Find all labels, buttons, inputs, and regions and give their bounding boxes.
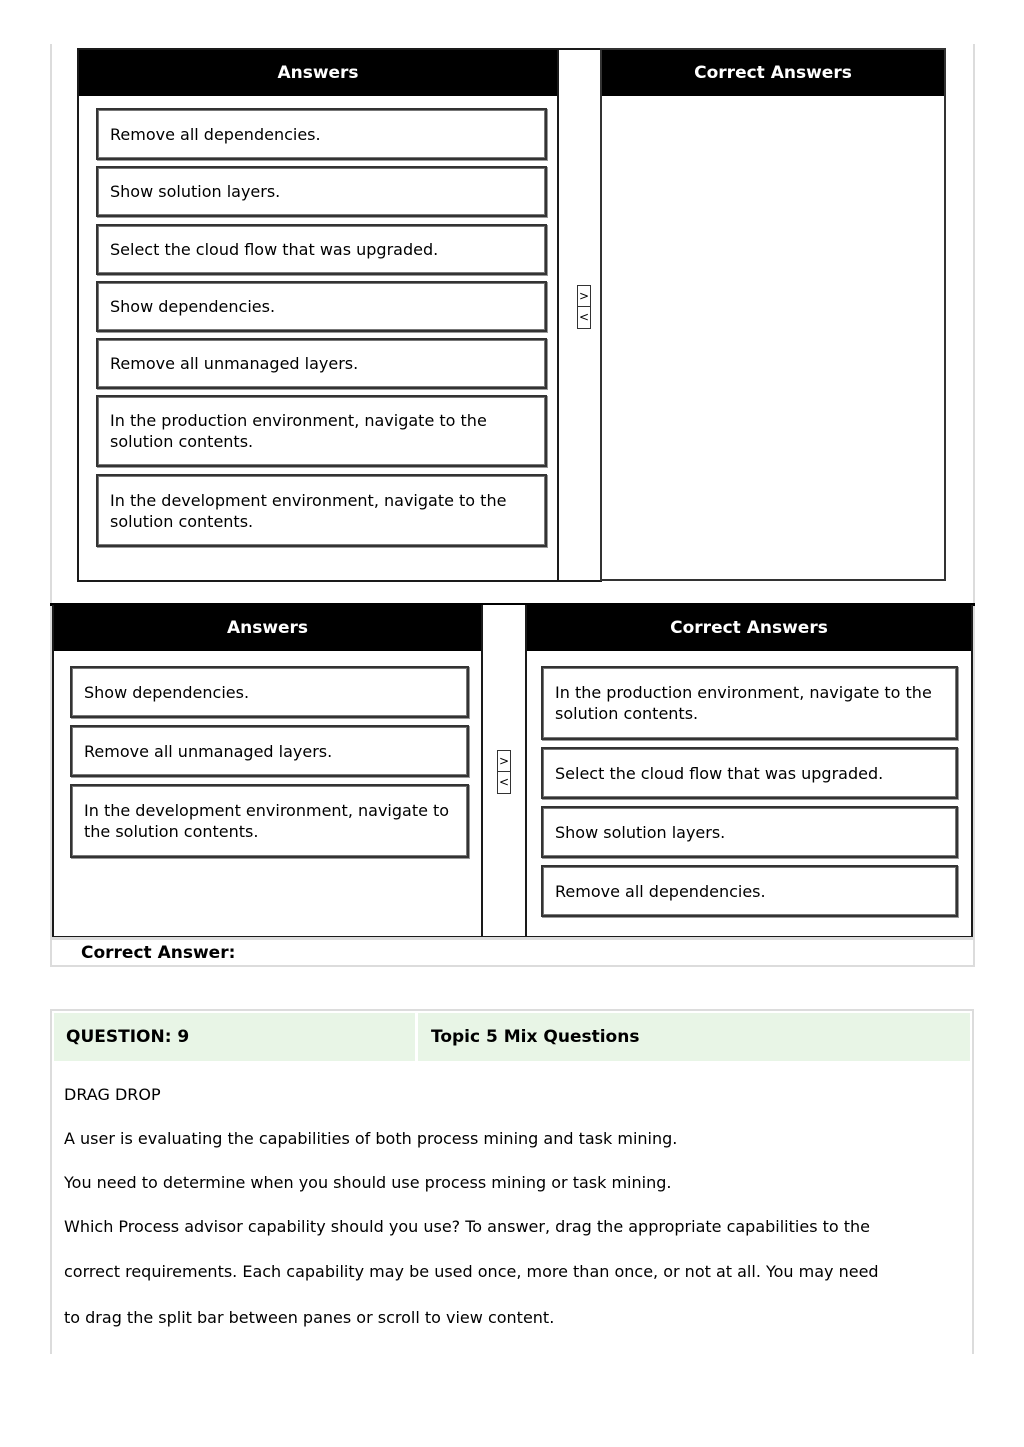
question-line: You need to determine when you should use process mining or task mining. [64,1173,672,1192]
answers-header-1: Answers [79,50,557,96]
move-left-arrow[interactable]: < [578,310,590,324]
correct-answer-item-label: Select the cloud flow that was upgraded. [555,763,884,783]
move-right-arrow[interactable]: > [498,751,510,772]
answer-item[interactable] [96,281,547,332]
answer-item-label: Remove all unmanaged layers. [110,354,359,373]
answer-item-label: Show dependencies. [84,682,250,702]
correct-answer-item[interactable] [541,666,958,740]
correct-answer-item[interactable] [541,865,958,917]
answer-panel-bottom-rule [50,937,975,940]
move-left-arrow[interactable]: < [498,775,510,789]
answer-item[interactable] [96,338,547,389]
correct-answers-header-1: Correct Answers [602,50,944,96]
answer-item[interactable] [70,784,469,858]
answer-item-label: Remove all unmanaged layers. [84,741,333,761]
question-line: to drag the split bar between panes or scroll to view content. [64,1308,555,1327]
question-line: correct requirements. Each capability may be used once, more than once, or not at all. You may need [64,1262,879,1281]
answer-item-label: Select the cloud flow that was upgraded. [110,240,439,259]
question-topic: Topic 5 Mix Questions [418,1013,970,1061]
answer-item-label: In the development environment, navigate to the solution contents. [110,490,507,531]
answer-item-label: Remove all dependencies. [110,124,321,144]
correct-answer-item-label: In the production environment, navigate to the solution contents. [555,683,932,723]
question-number: QUESTION: 9 [54,1013,415,1061]
answer-item[interactable] [96,395,547,467]
correct-answer-label: Correct Answer: [81,943,236,963]
answer-item-label: In the production environment, navigate to the solution contents. [110,411,487,451]
question-type: DRAG DROP [64,1085,161,1104]
correct-answers-pane-1 [600,48,946,581]
question-line: Which Process advisor capability should you use? To answer, drag the appropriate capabilities to the [64,1217,871,1236]
answer-item-label: In the development environment, navigate to the solution contents. [84,801,450,841]
correct-answer-item-label: Remove all dependencies. [555,881,766,901]
answer-item[interactable] [96,166,547,217]
correct-answer-item[interactable] [541,806,958,858]
answer-item[interactable] [96,224,547,275]
answers-header-2: Answers [54,605,481,651]
answer-item[interactable] [70,725,469,777]
move-arrows-2[interactable] [497,750,511,794]
answer-item-label: Show solution layers. [110,182,281,201]
correct-answer-item[interactable] [541,747,958,799]
question-line: A user is evaluating the capabilities of both process mining and task mining. [64,1129,678,1148]
answer-item[interactable] [70,666,469,718]
correct-answers-header-2: Correct Answers [527,605,971,651]
correct-answer-item-label: Show solution layers. [555,822,726,842]
move-right-arrow[interactable]: > [578,286,590,307]
move-arrows-1[interactable] [577,285,591,329]
answer-item-label: Show dependencies. [110,297,276,316]
answer-item[interactable] [96,108,547,160]
answer-item[interactable] [96,474,547,547]
